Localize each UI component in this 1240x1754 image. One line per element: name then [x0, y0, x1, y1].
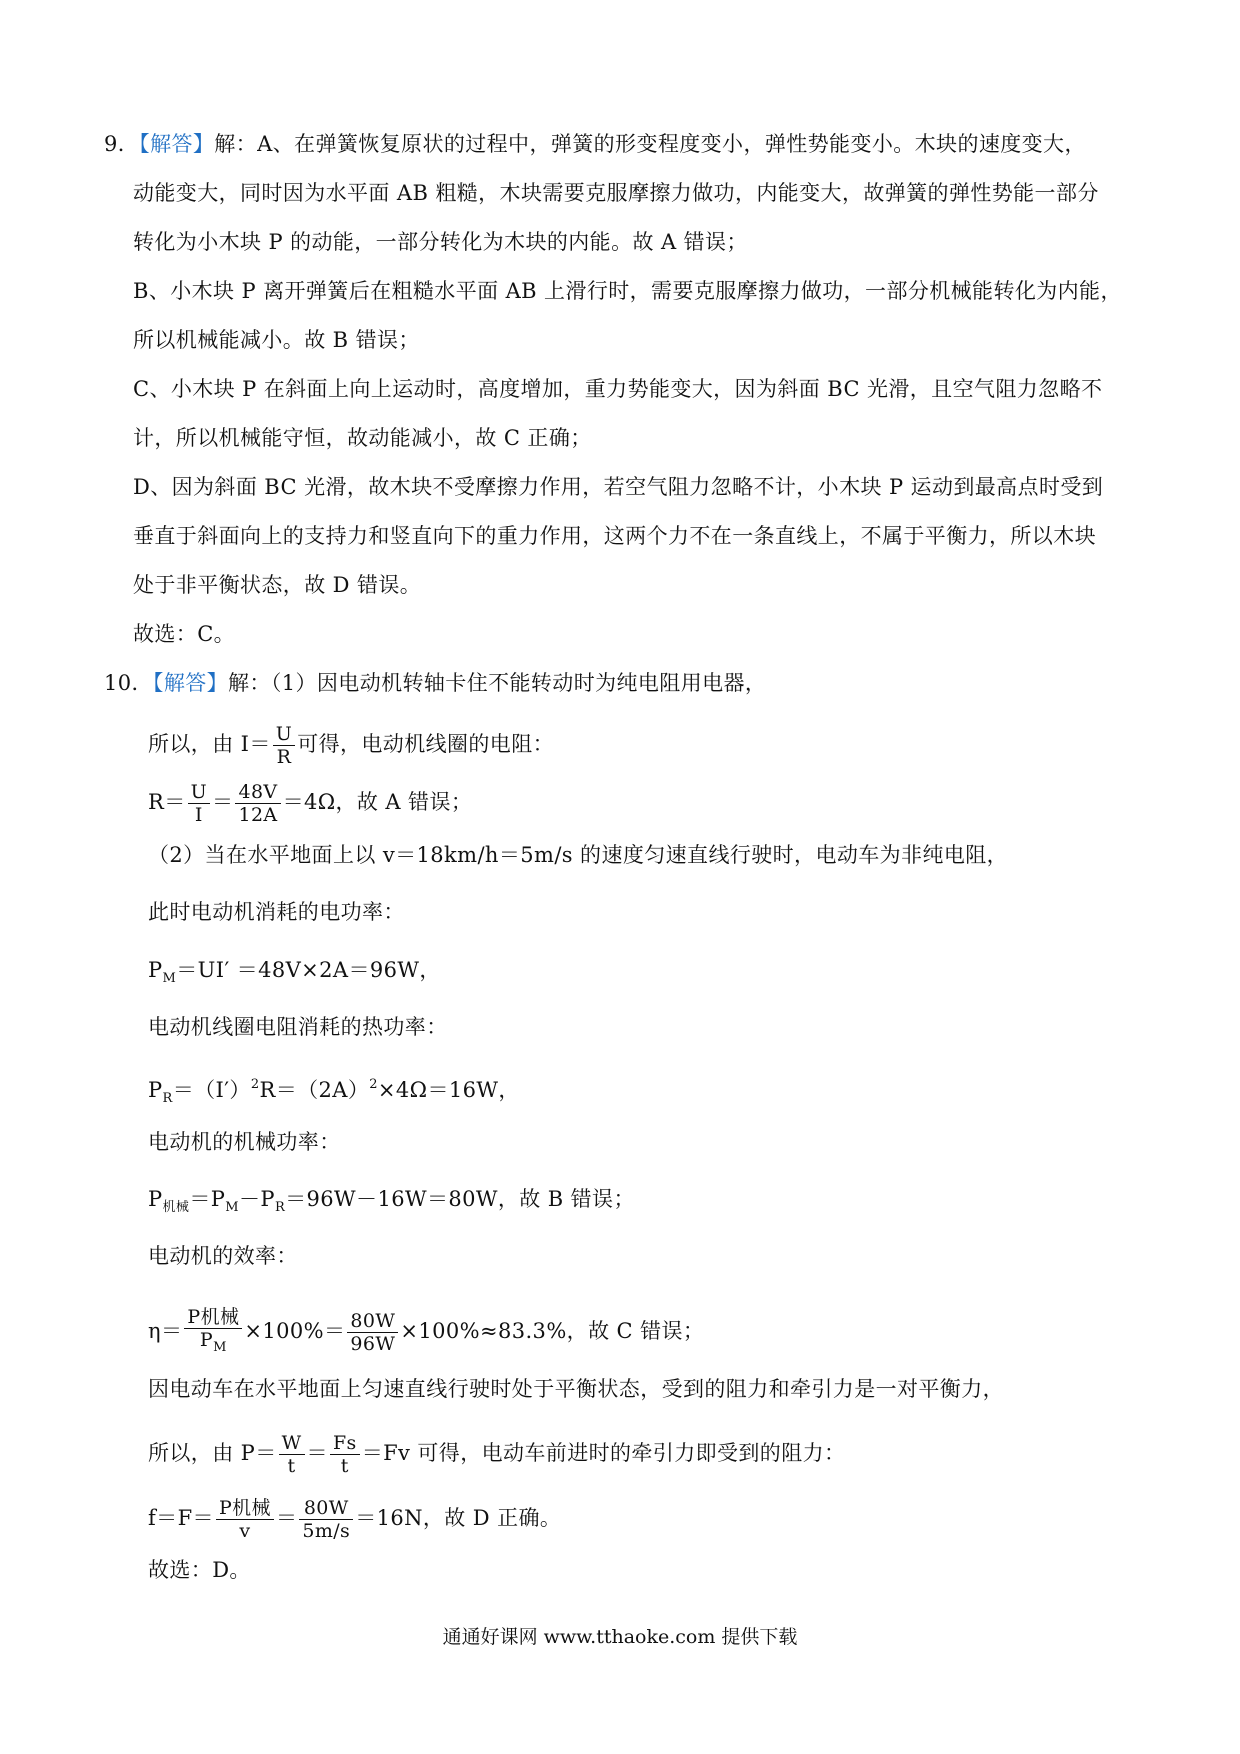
fraction-48v-over-12a: [235, 781, 280, 826]
q9-line-9: 垂直于斜面向上的支持力和竖直向下的重力作用，这两个力不在一条直线上，不属于平衡力，所以木块: [133, 524, 1096, 548]
q10-l10-a: ＝P: [189, 1187, 226, 1211]
frac-num: 48V: [235, 781, 280, 804]
q10-l6-post: ＝UI′ ＝48V×2A＝96W，: [176, 958, 441, 982]
q10-line-7: 电动机线圈电阻消耗的热功率：: [148, 1015, 448, 1039]
frac-num: U: [273, 723, 295, 746]
q9-line-2: 动能变大，同时因为水平面 AB 粗糙，木块需要克服摩擦力做功，内能变大，故弹簧的弹性势能一部分: [133, 181, 1099, 205]
q9-line-5: 所以机械能减小。故 B 错误；: [133, 328, 420, 352]
q9-answer: 故选：C。: [133, 622, 236, 646]
q10-l10-b: －P: [239, 1187, 275, 1211]
frac-num: 80W: [299, 1497, 353, 1520]
q10-line-11: 电动机的效率：: [148, 1244, 298, 1268]
q10-l10-sub2: M: [225, 1200, 239, 1215]
q10-l15-post: ＝16N，故 D 正确。: [355, 1506, 562, 1530]
frac-den: 5m/s: [302, 1520, 351, 1542]
fraction-u-over-r: [273, 723, 295, 768]
frac-den: 96W: [350, 1333, 396, 1355]
fraction-fs-over-t: [330, 1432, 360, 1477]
frac-num: 80W: [347, 1310, 398, 1333]
frac-num: W: [279, 1432, 305, 1455]
q10-line-13: 因电动车在水平地面上匀速直线行驶时处于平衡状态，受到的阻力和牵引力是一对平衡力，: [148, 1377, 1004, 1401]
q10-l12-pre: η＝: [148, 1319, 183, 1343]
frac-den: I: [194, 804, 203, 826]
q9-line-4: B、小木块 P 离开弹簧后在粗糙水平面 AB 上滑行时，需要克服摩擦力做功，一部分机械能转化为内能，: [133, 279, 1122, 303]
q10-text-1: 解：（1）因电动机转轴卡住不能转动时为纯电阻用电器，: [228, 671, 767, 695]
q10-l6-sub: M: [162, 971, 177, 986]
q10-l3-post: ＝4Ω，故 A 错误；: [282, 790, 473, 814]
q10-l10-sub: 机械: [162, 1200, 190, 1215]
q10-line-9: 电动机的机械功率：: [148, 1130, 341, 1154]
frac-den: 12A: [238, 804, 278, 826]
q10-l2-pre: 所以，由 I＝: [148, 732, 271, 756]
q10-line-15: [148, 1497, 561, 1542]
frac-den: v: [239, 1520, 251, 1542]
q10-line-14: [148, 1432, 845, 1477]
q10-l10-p: P: [148, 1187, 163, 1211]
q10-l14-eq: ＝: [306, 1441, 328, 1465]
frac-den: R: [276, 746, 292, 768]
q10-l10-sub3: R: [274, 1200, 286, 1215]
q10-l2-post: 可得，电动机线圈的电阻：: [297, 732, 555, 756]
frac-num: P机械: [184, 1306, 242, 1329]
q10-l8-p: P: [148, 1078, 163, 1102]
q9-answer-tag: 【解答】: [139, 132, 215, 156]
q9-line-6: C、小木块 P 在斜面上向上运动时，高度增加，重力势能变大，因为斜面 BC 光滑，且空气阻力忽略不: [133, 377, 1103, 401]
q10-l3-pre: R＝: [148, 790, 186, 814]
q9-line-8: D、因为斜面 BC 光滑，故木块不受摩擦力作用，若空气阻力忽略不计，小木块 P 运动到最高点时受到: [133, 475, 1104, 499]
q10-l6-p: P: [148, 958, 163, 982]
q10-l12-mid: ×100%＝: [244, 1319, 346, 1343]
q10-line-8: [148, 1070, 520, 1114]
q10-l12-post: ×100%≈83.3%，故 C 错误；: [400, 1319, 705, 1343]
frac-num: U: [188, 781, 210, 804]
fraction-80w-over-5ms: [299, 1497, 353, 1542]
q10-l8-sup1: 2: [250, 1077, 260, 1092]
q10-l15-eq: ＝: [275, 1506, 298, 1530]
fraction-u-over-i: [188, 781, 210, 826]
q9-line-3: 转化为小木块 P 的动能，一部分转化为木块的内能。故 A 错误；: [133, 230, 748, 254]
q10-l8-c: ×4Ω＝16W，: [377, 1078, 520, 1102]
q10-l8-b: R＝（2A）: [259, 1078, 370, 1102]
frac-den: t: [340, 1455, 349, 1477]
page-footer: 通通好课网 www.tthaoke.com 提供下载: [442, 1626, 798, 1648]
q9-line-7: 计，所以机械能守恒，故动能减小，故 C 正确；: [133, 426, 592, 450]
q9-line-10: 处于非平衡状态，故 D 错误。: [133, 573, 422, 597]
q10-line-3: [148, 781, 472, 826]
q10-number: 10．: [104, 671, 153, 695]
q10-line-4: （2）当在水平地面上以 v＝18km/h＝5m/s 的速度匀速直线行驶时，电动车为非纯电阻，: [148, 843, 1009, 867]
frac-den: [184, 1329, 242, 1359]
frac-den: t: [287, 1455, 296, 1477]
q10-l10-c: ＝96W－16W＝80W，故 B 错误；: [285, 1187, 635, 1211]
q10-l8-sub: R: [162, 1091, 173, 1106]
q10-l8-sup2: 2: [369, 1077, 378, 1092]
fraction-80w-over-96w: [347, 1310, 398, 1355]
frac-num: P机械: [216, 1497, 274, 1520]
q9-number: 9．: [104, 132, 140, 156]
q9-text-1: 解：A、在弹簧恢复原状的过程中，弹簧的形变程度变小，弹性势能变小。木块的速度变大，: [214, 132, 1086, 156]
q10-line-2: [148, 723, 554, 768]
fraction-pmech-over-v: [216, 1497, 274, 1542]
q10-line-5: 此时电动机消耗的电功率：: [148, 900, 405, 924]
frac-den-sub: M: [213, 1340, 227, 1355]
q10-l3-eq: ＝: [212, 790, 234, 814]
fraction-w-over-t: [279, 1432, 305, 1477]
q10-l14-post: ＝Fv 可得，电动车前进时的牵引力即受到的阻力：: [361, 1441, 846, 1465]
q10-line-12: [148, 1306, 704, 1359]
q10-l8-a: ＝（I′）: [172, 1078, 251, 1102]
q10-line-10: [148, 1184, 635, 1223]
frac-den-p: P: [199, 1329, 214, 1351]
q10-l14-pre: 所以，由 P＝: [148, 1441, 277, 1465]
fraction-pmech-over-pm: [184, 1306, 242, 1359]
q10-line-6: [148, 955, 441, 994]
q10-answer: 故选：D。: [148, 1558, 251, 1582]
q10-line-1: [104, 668, 766, 698]
q10-answer-tag: 【解答】: [152, 671, 229, 695]
q10-l15-pre: f＝F＝: [148, 1506, 214, 1530]
frac-num: Fs: [330, 1432, 360, 1455]
q9-line-1: [104, 129, 1086, 159]
